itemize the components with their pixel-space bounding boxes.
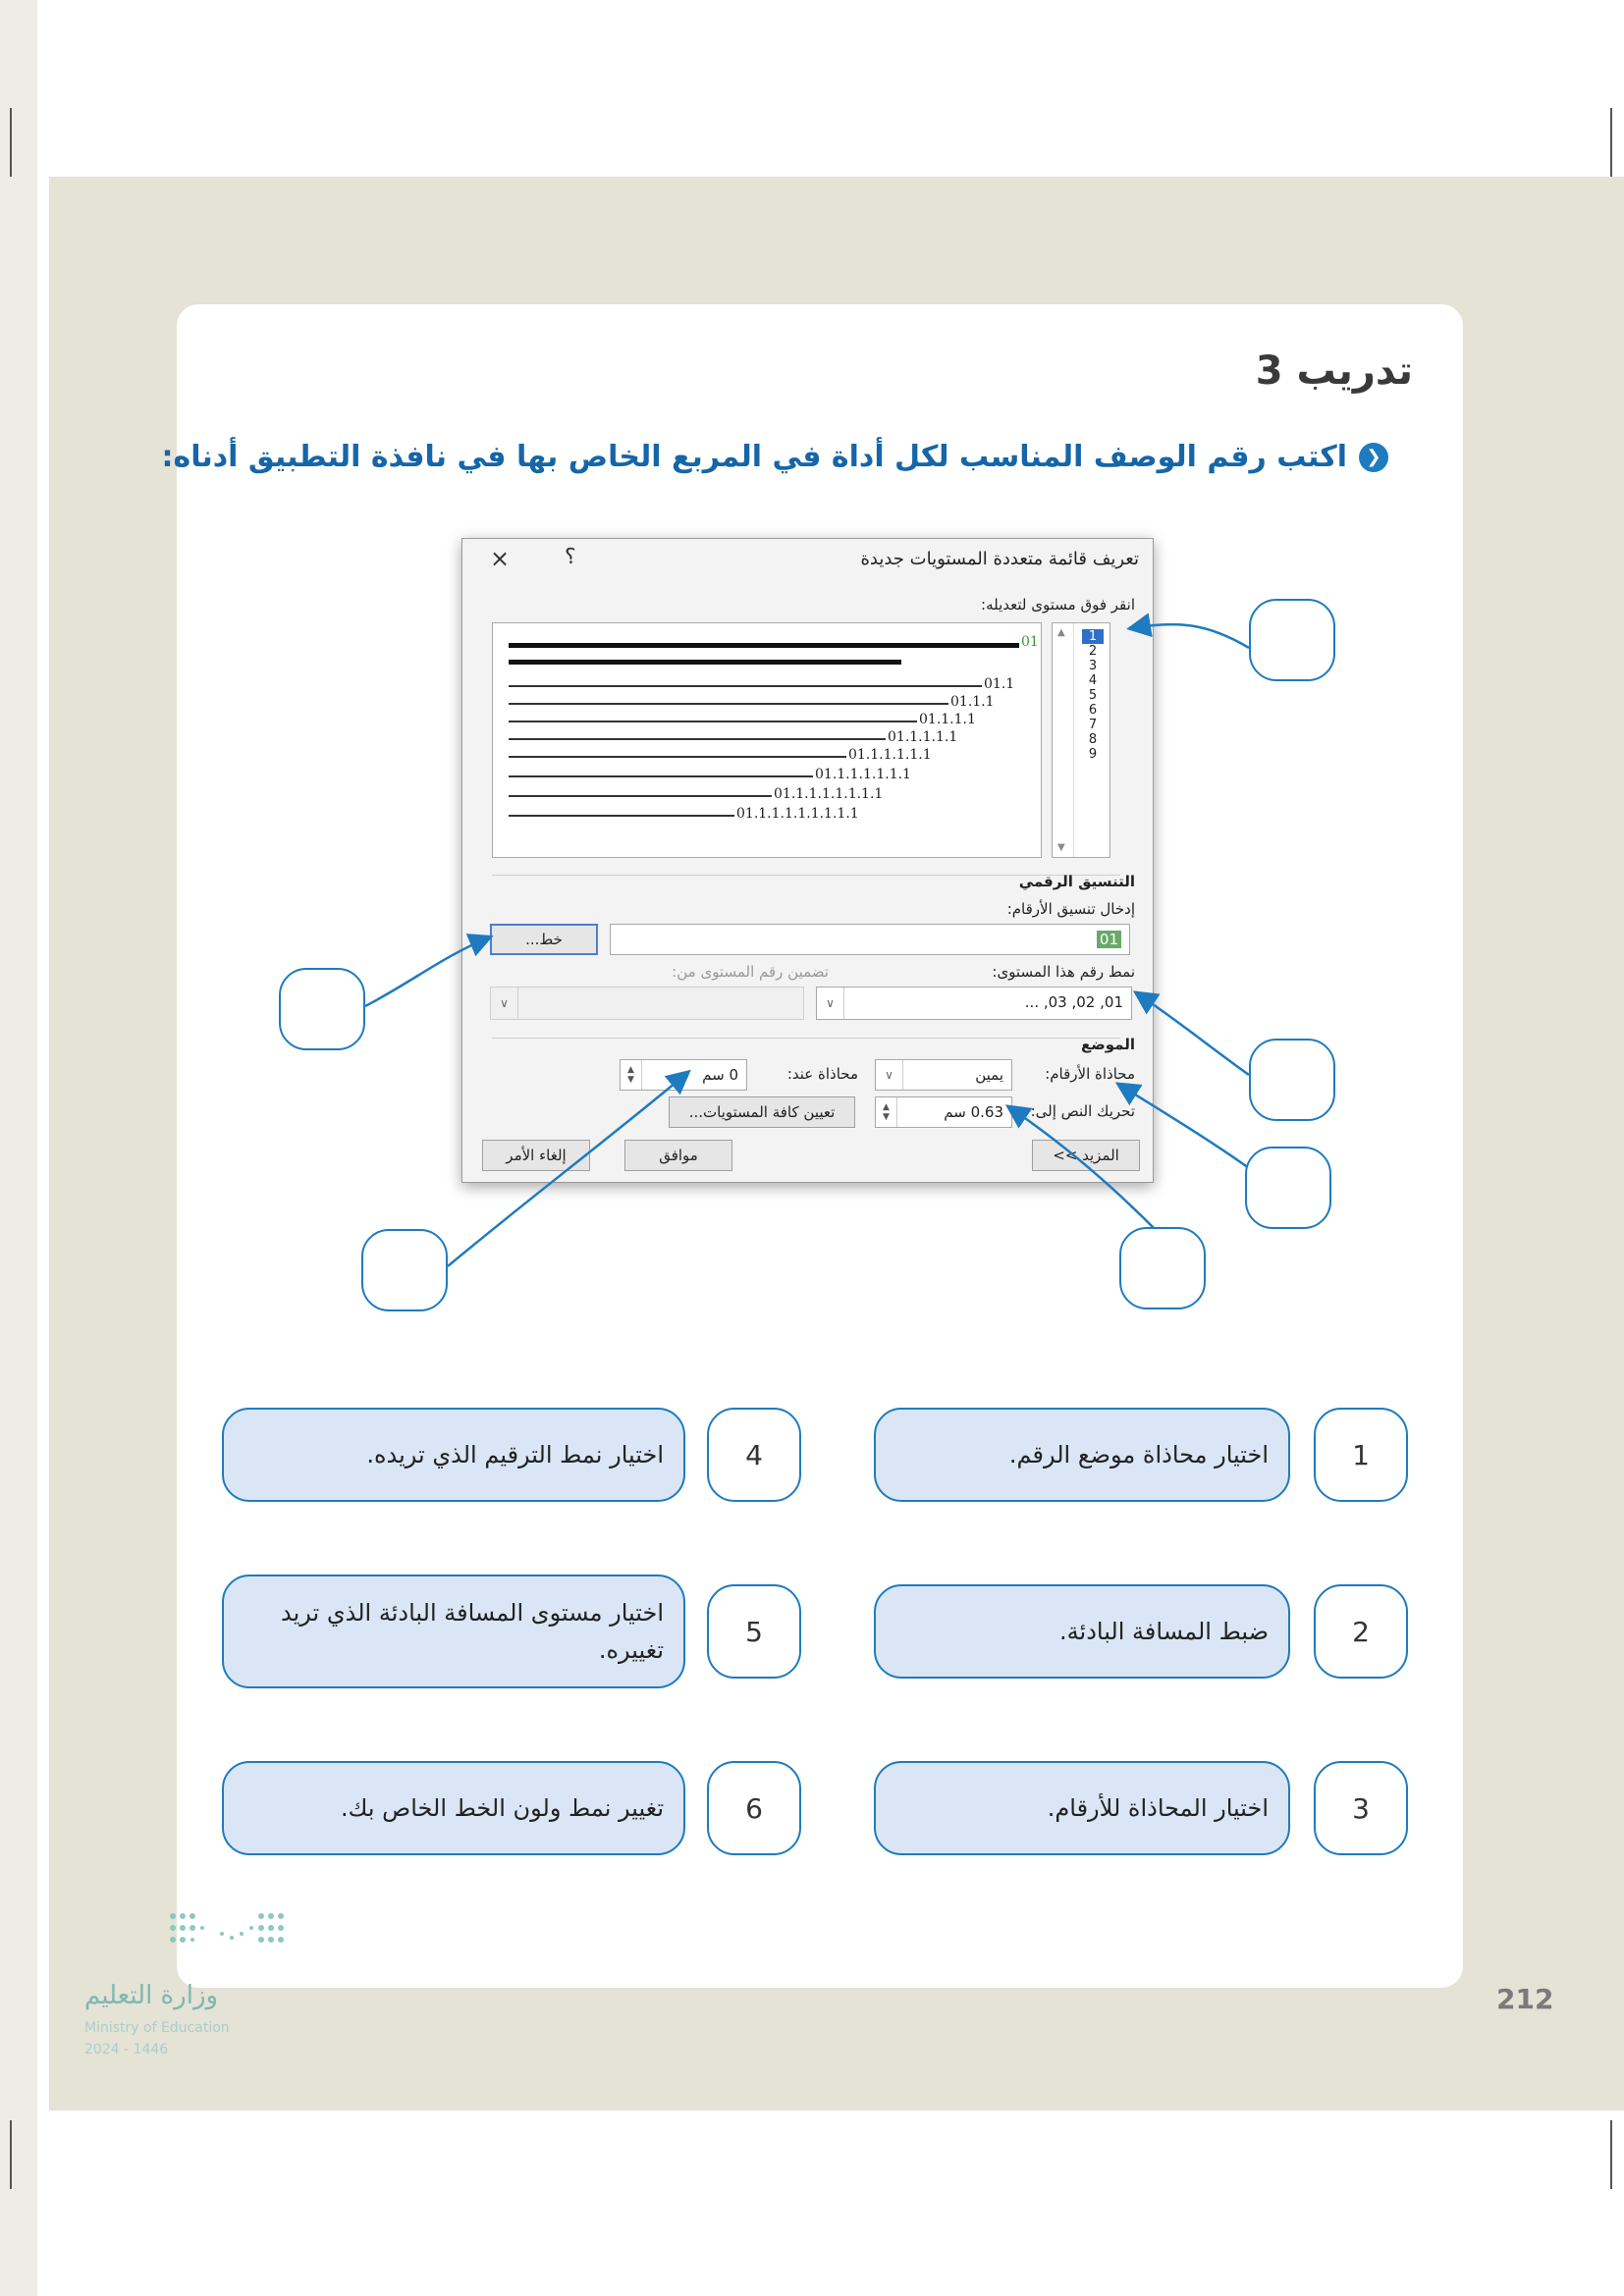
help-icon[interactable]: ؟ xyxy=(565,545,576,569)
answer-number: 2 xyxy=(1314,1584,1408,1679)
answer-circle-font-button[interactable] xyxy=(279,968,365,1050)
chevron-down-icon[interactable]: ∨ xyxy=(491,988,518,1019)
answer-number: 6 xyxy=(707,1761,801,1855)
answer-circle-level-list[interactable] xyxy=(1249,599,1335,681)
preview-label: 01.1.1.1.1 xyxy=(888,729,958,745)
level-item[interactable]: 7 xyxy=(1088,718,1098,732)
answer-description: اختيار محاذاة موضع الرقم. xyxy=(874,1408,1290,1502)
chevron-up-icon[interactable]: ▲ xyxy=(1057,627,1065,638)
exercise-title: تدريب 3 xyxy=(1255,348,1413,394)
answer-description: اختيار نمط الترقيم الذي تريده. xyxy=(222,1408,685,1502)
level-item[interactable]: 8 xyxy=(1088,732,1098,747)
ministry-dots-icon xyxy=(163,1904,300,1953)
dialog-title: تعريف قائمة متعددة المستويات جديدة xyxy=(860,549,1139,569)
indent-label: تحريك النص إلى: xyxy=(1030,1102,1135,1120)
preview-label: 01.1.1.1 xyxy=(919,712,976,727)
aligned-at-label: محاذاة عند: xyxy=(786,1065,858,1083)
level-item[interactable]: 1 xyxy=(1082,629,1104,644)
format-label: إدخال تنسيق الأرقام: xyxy=(1006,900,1135,918)
ministry-name-en: Ministry of Education xyxy=(84,2020,230,2036)
cancel-button[interactable]: إلغاء الأمر xyxy=(482,1140,590,1171)
page-number: 212 xyxy=(1496,1983,1554,2015)
arrow-to-alignment xyxy=(1119,1085,1249,1168)
level-label: انقر فوق مستوى لتعديله: xyxy=(981,596,1135,614)
answer-number: 5 xyxy=(707,1584,801,1679)
numbering-section-label: التنسيق الرقمي xyxy=(1018,873,1135,890)
level-item[interactable]: 4 xyxy=(1088,673,1098,688)
preview-label: 01 xyxy=(1021,634,1039,650)
answer-circle-aligned-at[interactable] xyxy=(361,1229,448,1311)
preview-label: 01.1.1.1.1.1.1 xyxy=(815,767,911,782)
level-item[interactable]: 6 xyxy=(1088,703,1098,718)
alignment-label: محاذاة الأرقام: xyxy=(1045,1065,1135,1083)
preview-label: 01.1.1.1.1.1.1.1.1 xyxy=(736,806,859,822)
answer-description: اختيار مستوى المسافة البادئة الذي تريد تغييره. xyxy=(222,1575,685,1688)
chevron-down-icon[interactable]: ▼ xyxy=(1057,842,1065,853)
answer-description: ضبط المسافة البادئة. xyxy=(874,1584,1290,1679)
preview-label: 01.1 xyxy=(984,676,1015,692)
arrow-to-number-style xyxy=(1137,993,1249,1075)
font-button[interactable]: خط... xyxy=(490,924,598,955)
arrow-to-indent xyxy=(1009,1107,1163,1237)
preview-label: 01.1.1.1.1.1 xyxy=(848,747,932,763)
preview-label: 01.1.1 xyxy=(950,694,995,710)
level-item[interactable]: 9 xyxy=(1088,747,1098,762)
number-style-value: 01, 02, 03, ... xyxy=(1024,993,1123,1011)
answer-circle-number-style[interactable] xyxy=(1249,1039,1335,1121)
arrow-to-level-list xyxy=(1131,624,1249,648)
number-format-value: 01 xyxy=(1097,931,1121,948)
include-level-label: تضمين رقم المستوى من: xyxy=(672,963,829,981)
chevron-down-icon[interactable]: ∨ xyxy=(876,1060,903,1090)
level-item[interactable]: 5 xyxy=(1088,688,1098,703)
answer-circle-alignment[interactable] xyxy=(1245,1147,1331,1229)
preview-label: 01.1.1.1.1.1.1.1 xyxy=(774,786,884,802)
position-section-label: الموضع xyxy=(1081,1036,1135,1053)
level-item[interactable]: 2 xyxy=(1088,644,1098,659)
spinner-icon[interactable]: ▲ ▼ xyxy=(876,1097,897,1127)
chevron-down-icon[interactable]: ∨ xyxy=(817,988,844,1019)
alignment-value: يمين xyxy=(975,1066,1003,1084)
ministry-year: 2024 - 1446 xyxy=(84,2042,169,2057)
spinner-icon[interactable]: ▲ ▼ xyxy=(621,1060,642,1090)
arrow-to-font-button xyxy=(365,937,489,1006)
ministry-name-ar: وزارة التعليم xyxy=(84,1981,219,2010)
indent-value: 0.63 سم xyxy=(944,1103,1003,1121)
answer-number: 1 xyxy=(1314,1408,1408,1502)
answer-description: تغيير نمط ولون الخط الخاص بك. xyxy=(222,1761,685,1855)
arrow-to-aligned-at xyxy=(448,1073,687,1266)
set-all-levels-button[interactable]: تعيين كافة المستويات... xyxy=(669,1096,855,1128)
level-item[interactable]: 3 xyxy=(1088,659,1098,673)
more-button[interactable]: المزيد >> xyxy=(1032,1140,1140,1171)
answer-number: 4 xyxy=(707,1408,801,1502)
aligned-at-value: 0 سم xyxy=(702,1066,738,1084)
answer-number: 3 xyxy=(1314,1761,1408,1855)
style-label: نمط رقم هذا المستوى: xyxy=(992,963,1135,981)
instruction-text: اكتب رقم الوصف المناسب لكل أداة في المربع الخاص بها في نافذة التطبيق أدناه: xyxy=(161,440,1347,474)
chevron-left-icon: ❮ xyxy=(1359,443,1388,472)
answer-circle-indent[interactable] xyxy=(1119,1227,1206,1309)
ok-button[interactable]: موافق xyxy=(624,1140,732,1171)
answer-description: اختيار المحاذاة للأرقام. xyxy=(874,1761,1290,1855)
close-icon[interactable]: × xyxy=(490,545,511,572)
